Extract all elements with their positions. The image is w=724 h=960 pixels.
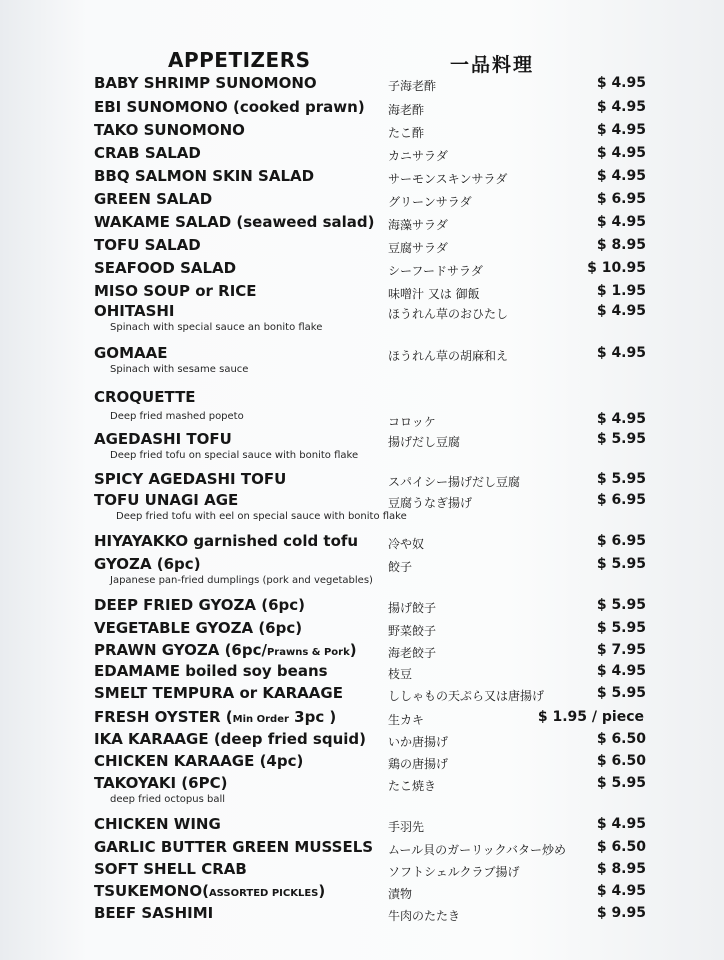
menu-item bbox=[0, 470, 724, 492]
menu-item bbox=[0, 662, 724, 684]
menu-item bbox=[0, 98, 724, 120]
menu-item-japanese-name: ほうれん草のおひたし bbox=[388, 307, 509, 321]
menu-item-price: $ 4.95 bbox=[596, 99, 646, 115]
menu-item-japanese-name: 子海老酢 bbox=[388, 79, 437, 93]
menu-item-price: $ 4.95 bbox=[596, 75, 646, 91]
menu-item bbox=[0, 74, 724, 96]
menu-item bbox=[0, 882, 724, 904]
menu-item-japanese-name: たこ酢 bbox=[388, 126, 425, 140]
menu-item-name: BEEF SASHIMI bbox=[94, 904, 214, 922]
menu-item-price: $ 8.95 bbox=[596, 861, 646, 877]
menu-item bbox=[0, 121, 724, 143]
menu-item-japanese-name: 手羽先 bbox=[388, 820, 425, 834]
menu-item-description: Spinach with sesame sauce bbox=[110, 364, 249, 375]
menu-item-name: GARLIC BUTTER GREEN MUSSELS bbox=[94, 838, 374, 856]
menu-item bbox=[0, 532, 724, 554]
menu-item-price: $ 5.95 bbox=[596, 431, 646, 447]
menu-item-price: $ 5.95 bbox=[596, 620, 646, 636]
menu-item-name: HIYAYAKKO garnished cold tofu bbox=[94, 532, 359, 550]
menu-item bbox=[0, 641, 724, 663]
menu-item bbox=[0, 838, 724, 860]
menu-item-japanese-name: 生カキ bbox=[388, 713, 425, 727]
menu-item-name: BBQ SALMON SKIN SALAD bbox=[94, 167, 315, 185]
menu-item-japanese-name: ほうれん草の胡麻和え bbox=[388, 349, 509, 363]
menu-item-name: CROQUETTE bbox=[94, 388, 196, 406]
menu-item-name: GREEN SALAD bbox=[94, 190, 213, 208]
menu-item bbox=[0, 491, 724, 522]
menu-item-price: $ 6.50 bbox=[596, 731, 646, 747]
menu-item-name: PRAWN GYOZA (6pc/Prawns & Pork) bbox=[94, 641, 357, 659]
menu-item-name: GOMAAE bbox=[94, 344, 168, 362]
menu-item-price: $ 5.95 bbox=[596, 471, 646, 487]
menu-item-name-note: Min Order bbox=[232, 714, 289, 725]
menu-item-price: $ 4.95 bbox=[596, 303, 646, 319]
menu-item-price: $ 10.95 bbox=[587, 260, 646, 276]
menu-item-price: $ 6.95 bbox=[596, 492, 646, 508]
menu-item-japanese-name: 牛肉のたたき bbox=[388, 909, 461, 923]
menu-item-name: CHICKEN WING bbox=[94, 815, 221, 833]
menu-item-name: SOFT SHELL CRAB bbox=[94, 860, 247, 878]
menu-item-japanese-name: サーモンスキンサラダ bbox=[388, 172, 508, 186]
menu-item bbox=[0, 815, 724, 837]
section-title: APPETIZERS bbox=[168, 48, 311, 72]
menu-item-description: Japanese pan-fried dumplings (pork and vegetables) bbox=[110, 575, 373, 586]
menu-item bbox=[0, 860, 724, 882]
menu-item-japanese-name: 海老餃子 bbox=[388, 646, 437, 660]
menu-item-name: MISO SOUP or RICE bbox=[94, 282, 257, 300]
menu-item bbox=[0, 430, 724, 461]
menu-item bbox=[0, 213, 724, 235]
menu-item-price: $ 7.95 bbox=[596, 642, 646, 658]
menu-item-price: $ 5.95 bbox=[596, 685, 646, 701]
menu-item-japanese-name: 冷や奴 bbox=[388, 537, 425, 551]
menu-item-japanese-name: ししゃもの天ぷら又は唐揚げ bbox=[388, 689, 545, 703]
menu-item-japanese-name: 揚げだし豆腐 bbox=[388, 435, 461, 449]
menu-item-japanese-name: グリーンサラダ bbox=[388, 195, 472, 209]
menu-item-japanese-name: 海藻サラダ bbox=[388, 218, 448, 232]
menu-item-price: $ 5.95 bbox=[596, 775, 646, 791]
menu-item-name: VEGETABLE GYOZA (6pc) bbox=[94, 619, 303, 637]
menu-item bbox=[0, 730, 724, 752]
menu-item-japanese-name: ムール貝のガーリックバター炒め bbox=[388, 843, 566, 857]
menu-item-price: $ 4.95 bbox=[596, 663, 646, 679]
menu-item-price: $ 9.95 bbox=[596, 905, 646, 921]
menu-item-name-note: Prawns & Pork bbox=[266, 647, 350, 658]
menu-item-japanese-name: いか唐揚げ bbox=[388, 735, 449, 749]
menu-item-name: FRESH OYSTER (Min Order 3pc ) bbox=[94, 708, 337, 726]
menu-item-japanese-name: 豆腐うなぎ揚げ bbox=[388, 496, 473, 510]
menu-item-price: $ 4.95 bbox=[596, 122, 646, 138]
menu-item-description: Deep fried tofu on special sauce with bonito flake bbox=[110, 450, 359, 461]
menu-item bbox=[0, 410, 724, 432]
menu-item-name: BABY SHRIMP SUNOMONO bbox=[94, 74, 317, 92]
menu-item-japanese-name: コロッケ bbox=[388, 415, 436, 429]
menu-item bbox=[0, 596, 724, 618]
menu-item-name: OHITASHI bbox=[94, 302, 175, 320]
menu-item bbox=[0, 259, 724, 281]
menu-item-japanese-name: ソフトシェルクラブ揚げ bbox=[388, 865, 520, 879]
menu-item bbox=[0, 752, 724, 774]
menu-item-japanese-name: 豆腐サラダ bbox=[388, 241, 448, 255]
menu-item-price: $ 6.95 bbox=[596, 191, 646, 207]
menu-item-japanese-name: たこ焼き bbox=[388, 779, 437, 793]
menu-item-description: deep fried octopus ball bbox=[110, 794, 226, 805]
menu-item-price: $ 6.50 bbox=[596, 753, 646, 769]
menu-item-japanese-name: 野菜餃子 bbox=[388, 624, 437, 638]
menu-item-japanese-name: 味噌汁 又は 御飯 bbox=[388, 287, 480, 301]
section-title-japanese: 一品料理 bbox=[450, 54, 535, 76]
menu-item-price: $ 4.95 bbox=[596, 411, 646, 427]
menu-item-japanese-name: 漬物 bbox=[388, 887, 413, 901]
menu-item-price: $ 4.95 bbox=[596, 883, 646, 899]
menu-item-japanese-name: 枝豆 bbox=[388, 667, 413, 681]
menu-item-name: EDAMAME boiled soy beans bbox=[94, 662, 328, 680]
menu-item-japanese-name: 餃子 bbox=[388, 560, 413, 574]
menu-item bbox=[0, 619, 724, 641]
menu-item-price: $ 4.95 bbox=[596, 168, 646, 184]
menu-item-price: $ 4.95 bbox=[596, 816, 646, 832]
menu-item-japanese-name: スパイシー揚げだし豆腐 bbox=[388, 475, 521, 489]
menu-item bbox=[0, 774, 724, 805]
menu-item-japanese-name: 海老酢 bbox=[388, 103, 425, 117]
menu-item-japanese-name: カニサラダ bbox=[388, 149, 448, 163]
menu-item bbox=[0, 344, 724, 375]
menu-item-name: GYOZA (6pc) bbox=[94, 555, 201, 573]
menu-item-name: TAKO SUNOMONO bbox=[94, 121, 245, 139]
menu-item bbox=[0, 708, 724, 730]
menu-item-name: CHICKEN KARAAGE (4pc) bbox=[94, 752, 304, 770]
menu-item bbox=[0, 144, 724, 166]
menu-item-price: $ 4.95 bbox=[596, 214, 646, 230]
menu-item bbox=[0, 388, 724, 410]
menu-item-japanese-name: 揚げ餃子 bbox=[388, 601, 437, 615]
menu-item bbox=[0, 684, 724, 706]
menu-item-name: TOFU SALAD bbox=[94, 236, 201, 254]
menu-item-price: $ 6.95 bbox=[596, 533, 646, 549]
menu-item-name: SPICY AGEDASHI TOFU bbox=[94, 470, 287, 488]
menu-item-name: DEEP FRIED GYOZA (6pc) bbox=[94, 596, 306, 614]
menu-item bbox=[0, 236, 724, 258]
menu-item bbox=[0, 282, 724, 304]
menu-item-price: $ 5.95 bbox=[596, 597, 646, 613]
menu-item-price: $ 1.95 bbox=[596, 283, 646, 299]
menu-item bbox=[0, 167, 724, 189]
menu-item-name: TOFU UNAGI AGE bbox=[94, 491, 239, 509]
menu-item-price: $ 8.95 bbox=[596, 237, 646, 253]
menu-item-price: $ 4.95 bbox=[596, 345, 646, 361]
menu-item-name: IKA KARAAGE (deep fried squid) bbox=[94, 730, 366, 748]
menu-item bbox=[0, 302, 724, 333]
menu-item-name: AGEDASHI TOFU bbox=[94, 430, 232, 448]
menu-item-name: SMELT TEMPURA or KARAAGE bbox=[94, 684, 343, 702]
menu-item-name: SEAFOOD SALAD bbox=[94, 259, 237, 277]
menu-item-description: Spinach with special sauce an bonito flake bbox=[110, 322, 323, 333]
menu-item bbox=[0, 904, 724, 926]
menu-item-description: Deep fried tofu with eel on special sauce with bonito flake bbox=[116, 511, 407, 522]
menu-item-japanese-name: 鶏の唐揚げ bbox=[388, 757, 449, 771]
menu-item-price: $ 1.95 / piece bbox=[537, 709, 644, 725]
menu-item-name: EBI SUNOMONO (cooked prawn) bbox=[94, 98, 365, 116]
menu-item-name-note: ASSORTED PICKLES bbox=[208, 888, 319, 899]
menu-item bbox=[0, 190, 724, 212]
menu-item-price: $ 6.50 bbox=[596, 839, 646, 855]
menu-item-name: CRAB SALAD bbox=[94, 144, 201, 162]
menu-item-name: TSUKEMONO(ASSORTED PICKLES) bbox=[94, 882, 326, 900]
menu-item-japanese-name: シーフードサラダ bbox=[388, 264, 483, 278]
menu-item-name: WAKAME SALAD (seaweed salad) bbox=[94, 213, 375, 231]
menu-item-price: $ 4.95 bbox=[596, 145, 646, 161]
menu-item-price: $ 5.95 bbox=[596, 556, 646, 572]
menu-item-name: TAKOYAKI (6PC) bbox=[94, 774, 228, 792]
menu-item-description: Deep fried mashed popeto bbox=[110, 411, 244, 422]
menu-item bbox=[0, 555, 724, 586]
